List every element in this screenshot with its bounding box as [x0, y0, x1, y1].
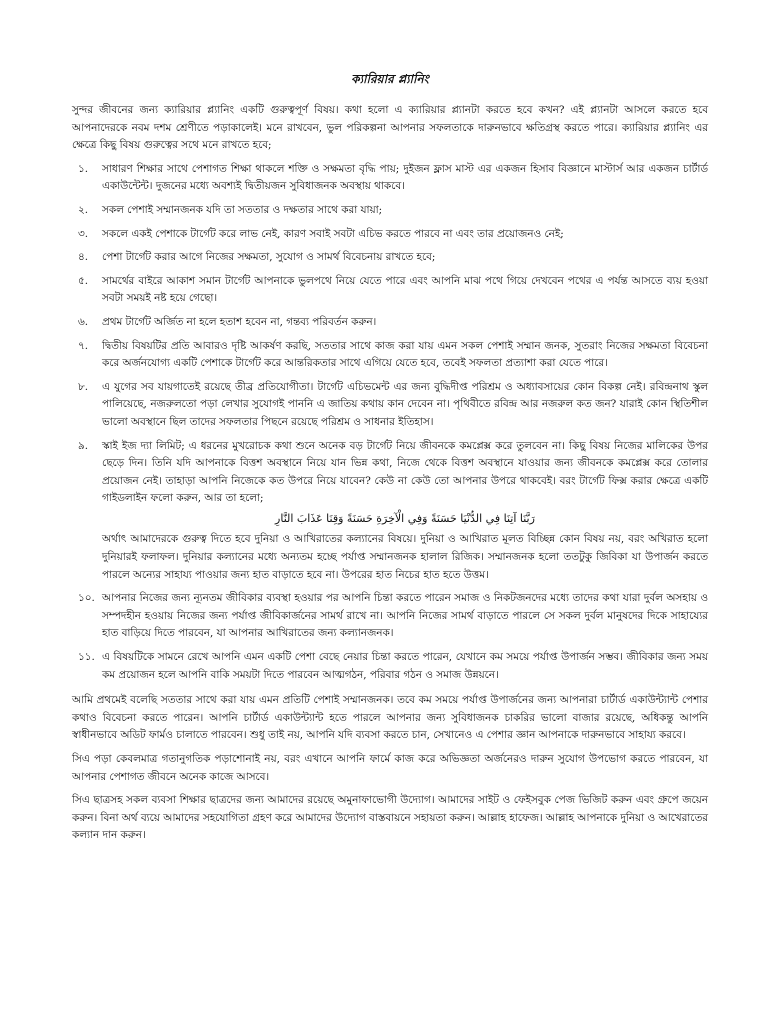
numbered-list [72, 161, 708, 684]
document-page [72, 70, 708, 851]
list-text: সাধারণ শিক্ষার সাথে পেশাগত শিক্ষা থাকলে শক্তি ও সক্ষমতা বৃদ্ধি পায়; দুইজন ফ্লাস মাস্ট এর একজন হিসাব বিজ্ঞানে মাস্টার্স আর একজন চার্টার্ড একাউন্টেন্ট। দুজনের মধ্যে অবশ্যই দ্বিতীয়জন সুবিধাজনক অবস্থায় থাকবে। [102, 162, 708, 193]
list-number: ৬. [78, 315, 89, 328]
list-number: ১১. [78, 651, 95, 664]
list-number: ৫. [78, 274, 89, 287]
verse-explanation: অর্থাৎ আমাদেরকে গুরুত্ব দিতে হবে দুনিয়া ও আখিরাতের কল্যানের বিষয়ে। দুনিয়া ও আখিরাত মূলত বিচ্ছিন্ন কোন বিষয় নয়, বরং অখিরাত হলো দুনিয়ারই ফলাফল। দুনিয়ার কল্যানের মধ্যে অন্যতম হচ্ছে পর্যাপ্ত সম্মানজনক হালাল রিজিক। সম্মানজনক হলো ততটুকু জিবিকা যা উপার্জন করতে পারলে অন্যের সাহায্য পাওয়ার জন্য হাত বাড়াতে হবে না। উপরের হাত নিচের হাত হতে উত্তম। [102, 533, 708, 581]
list-text: এ যুগের সব যায়গাতেই রয়েছে তীব্র প্রতিযোগীতা। টার্গেট এচিভমেন্ট এর জন্য বুদ্ধিদীপ্ত পরিশ্রম ও অধ্যাবসায়ের কোন বিকল্প নেই। রবিন্দ্রনাথ স্কুল পালিয়েছে, নজরুলতো পড়া লেখার সুযোগই পাননি এ জাতিয় কথায় কান দেবেন না। পৃথিবীতে রবিন্দ্র আর নজরুল কত জন? যারাই কোন স্থিতিশীল ভালো অবস্থানে ছিল তাদের সফলতার পিছনে রয়েছে পরিশ্রম ও সাধনার ইতিহাস। [102, 380, 708, 428]
closing-paragraph: সিএ ছাত্রসহ সকল ব্যবসা শিক্ষার ছাত্রদের জন্য আমাদের রয়েছে অমুনাফাভোগী উদ্যোগ। আমাদের সাইট ও ফেইসবুক পেজ ভিজিট করুন এবং গ্রুপে জয়েন করুন। বিনা অর্থ ব্যয়ে আমাদের সহযোগিতা গ্রহণ করে আমাদের উদ্যোগ বাস্তবায়নে সহায়তা করুন। আল্লাহ হাফেজ। আল্লাহ আপনাকে দুনিয়া ও আখেরাতের কল্যান দান করুন। [72, 794, 708, 842]
list-item [72, 314, 708, 332]
list-text: সকল পেশাই সম্মানজনক যদি তা সততার ও দক্ষতার সাথে করা যায়া; [102, 203, 383, 216]
list-text: আপনার নিজের জন্য ন্যূনতম জীবিকার ব্যবস্থা হওয়ার পর আপনি চিন্তা করতে পারেন সমাজ ও নিকটজনদের মধ্যে তাদের কথা যারা দুর্বল অসহায় ও সম্পদহীন হওয়ায় নিজের জন্য পর্যাপ্ত জীবিকার্জনের সামর্থ রাখে না। আপনি নিজের সামর্থ বাড়াতে পারলে সে সকল দুর্বল মানুষদের দিকে সাহায্যের হাত বাড়িয়ে দিতে পারবেন, যা আপনার আখিরাতের জন্য কল্যানজনক। [102, 592, 708, 640]
closing-paragraph: সিএ পড়া কেবলমাত্র গতানুগতিক পড়াশোনাই নয়, বরং এখানে আপনি ফার্মে কাজ করে অভিজ্ঞতা অর্জনেরও দারুন সুযোগ উপভোগ করতে পারবেন, যা আপনার পেশাগত জীবনে অনেক কাজে আসবে। [72, 753, 708, 783]
list-number: ৪. [78, 251, 89, 264]
list-number: ১. [78, 162, 89, 175]
list-text: এ বিষয়টিকে সামনে রেখে আপনি এমন একটি পেশা বেছে নেয়ার চিন্তা করতে পারেন, যেখানে কম সময়ে পর্যাপ্ত উপার্জন সম্ভব। জীবিকার জন্য সময় কম প্রয়োজন হলে আপনি বাকি সময়টা দিতে পারবেন আত্মগঠন, পরিবার গঠন ও সমাজ উন্নয়নে। [102, 651, 708, 681]
list-number: ৩. [78, 227, 89, 240]
list-item [72, 590, 708, 643]
list-item [72, 226, 708, 244]
list-text: প্রথম টার্গেট অর্জিত না হলে হতাশ হবেন না, গন্তব্য পরিবর্তন করুন। [102, 315, 377, 328]
list-item [72, 379, 708, 432]
list-number: ১০. [78, 592, 95, 605]
list-item [72, 438, 708, 585]
list-item [72, 338, 708, 373]
list-item-body [102, 438, 708, 585]
list-number: ৭. [78, 339, 89, 352]
list-text: স্কাই ইজ দ্যা লিমিট; এ ধরনের মুখরোচক কথা শুনে অনেক বড় টার্গেট নিয়ে জীবনকে কমপ্লেক্স করে তুলবেন না। কিছু বিষয় নিজের মালিকের উপর ছেড়ে দিন। তিনি যদি আপনাকে বিত্তশ অবস্থানে নিয়ে যান ভিন্ন কথা, নিজে থেকে বিত্তশ অবস্থানে যাওয়ার জন্য জীবনকে কমপ্লেক্স করে তোলার প্রয়োজন নেই। তাহাড়া আপনি নিজেকে কত উপরে নিয়ে যাবেন? কেউ না কেউ তো আপনার উপরে থাকবেই। বরং টার্গেট ফিক্স করার ক্ষেত্রে একটি গাইডলাইন ফলো করুন, আর তা হলো; [102, 439, 708, 505]
list-number: ৮. [78, 380, 89, 393]
list-text: পেশা টার্গেট করার আগে নিজের সক্ষমতা, সুযোগ ও সামর্থ বিবেচনায় রাখতে হবে; [102, 251, 436, 264]
page-title: ক্যারিয়ার প্ল্যানিং [351, 72, 429, 86]
closing-paragraph: আমি প্রথমেই বলেছি সততার সাথে করা যায় এমন প্রতিটি পেশাই সম্মানজনক। তবে কম সময়ে পর্যাপ্ত উপার্জনের জন্য আপনারা চার্টার্ড একাউন্ট্যান্ট পেশার কথাও বিবেচনা করতে পারেন। আপনি চার্টার্ড একাউন্ট্যান্ট হতে পারলে আপনার জন্য সুবিধাজনক চাকরির ভালো বাজার রয়েছে, অধিকন্তু আপনি স্বাধীনভাবে অডিট ফার্মও চালাতে পারবেন। শুধু তাই নয়, আপনি যদি ব্যবসা করতে চান, সেখানেও এ পেশার জ্ঞান আপনাকে দারুনভাবে সাহায্য করবে। [72, 694, 708, 742]
list-number: ৯. [78, 439, 89, 452]
list-text: সকলে একই পেশাকে টার্গেট করে লাভ নেই, কারণ সবাই সবটা এচিভ করতে পারবে না এবং তার প্রয়োজনও নেই; [102, 227, 564, 240]
list-item [72, 649, 708, 684]
list-item [72, 249, 708, 267]
arabic-verse: رَبَّنَا آتِنَا فِي الدُّنْيَا حَسَنَةً وَفِي الْآخِرَةِ حَسَنَةً وَقِنَا عَذَابَ النَّارِ [275, 511, 535, 525]
list-item [72, 202, 708, 220]
intro-paragraph: সুন্দর জীবনের জন্য ক্যারিয়ার প্ল্যানিং একটি গুরুত্বপূর্ণ বিষয়। কথা হলো এ ক্যারিয়ার প্ল্যানটা করতে হবে কখন? এই প্ল্যানটা আসলে করতে হবে আপনাদেরকে নবম দশম শ্রেণীতে পড়াকালেই। মনে রাখবেন, ভুল পরিকল্পনা আপনার সফলতাকে দারুনভাবে ক্ষতিগ্রস্থ করতে পারে। ক্যারিয়ার প্ল্যানিং এর ক্ষেত্রে কিছু বিষয় গুরুত্বের সথে মনে রাখতে হবে; [72, 104, 708, 152]
list-text: সামর্থের বাইরে আকাশ সমান টার্গেট আপনাকে ভুলপথে নিয়ে যেতে পারে এবং আপনি মাঝ পথে গিয়ে দেখবেন পথের এ পর্যন্ত আসতে ব্যয় হওয়া সবটা সময়ই নষ্ট হয়ে গেছো। [102, 274, 708, 305]
list-number: ২. [78, 203, 89, 216]
list-item [72, 273, 708, 308]
list-item [72, 161, 708, 196]
list-text: দ্বিতীয় বিষয়টির প্রতি আবারও দৃষ্টি আকর্ষণ করছি, সততার সাথে কাজ করা যায় এমন সকল পেশাই সম্মান জনক, সুতরাং নিজের সক্ষমতা বিবেচনা করে অর্জনযোগ্য একটি পেশাকে টার্গেট করে আন্তরিকতার সাথে এগিয়ে যেতে হবে, তবেই সফলতা প্রত্যাশা করা যেতে পারে। [102, 339, 708, 370]
